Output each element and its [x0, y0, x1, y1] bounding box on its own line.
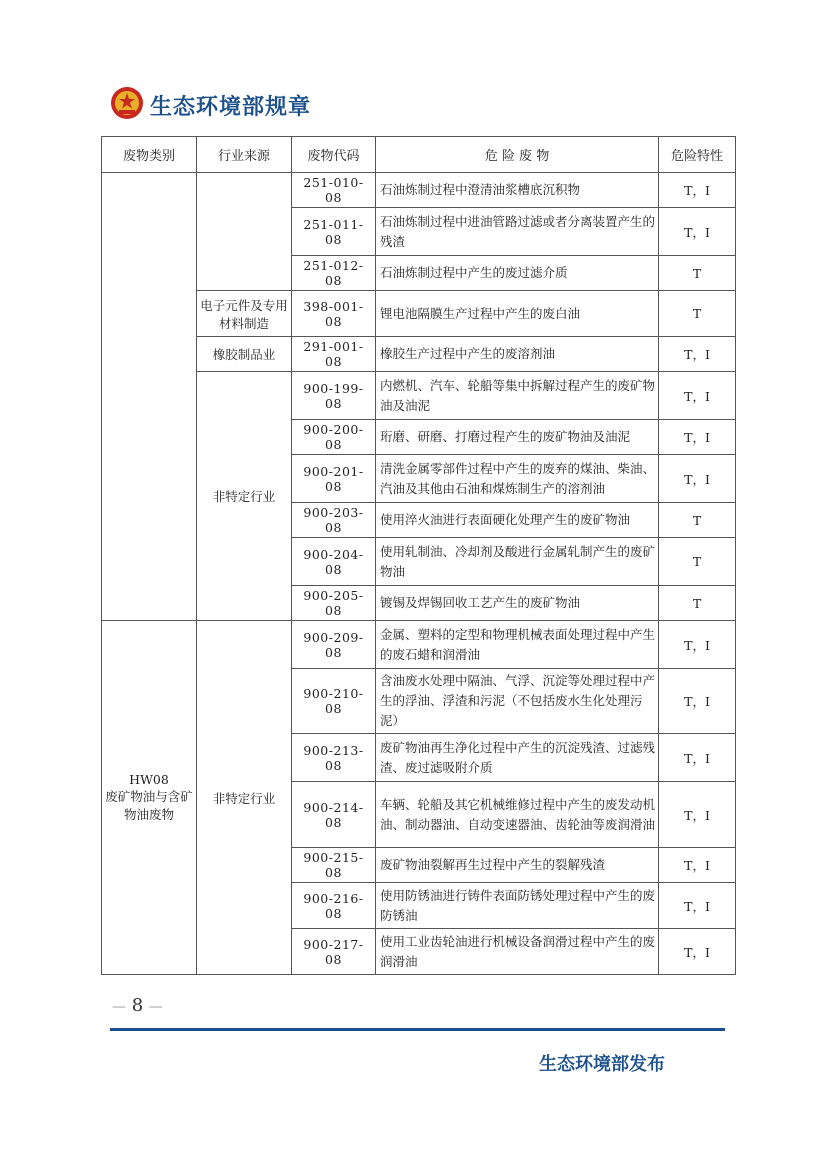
hazard-property: T，I — [659, 929, 736, 975]
category-code: HW08 — [129, 772, 169, 787]
hazardous-waste-table — [101, 136, 736, 975]
hazard-property: T，I — [659, 734, 736, 782]
waste-code: 291-001-08 — [292, 337, 376, 372]
waste-description: 车辆、轮船及其它机械维修过程中产生的废发动机油、制动器油、自动变速器油、齿轮油等废润滑油 — [376, 782, 659, 848]
page-number-value: 8 — [131, 995, 144, 1016]
col-header-industry: 行业来源 — [197, 137, 292, 173]
table-row — [102, 173, 736, 208]
col-header-code: 废物代码 — [292, 137, 376, 173]
waste-code: 900-214-08 — [292, 782, 376, 848]
page-number — [112, 995, 163, 1016]
table-row — [102, 337, 736, 372]
hazard-property: T，I — [659, 848, 736, 883]
national-emblem-icon — [110, 86, 144, 120]
hazard-property: T，I — [659, 621, 736, 669]
waste-code: 900-199-08 — [292, 372, 376, 420]
table-header-row — [102, 137, 736, 173]
page-header — [110, 86, 730, 126]
waste-description: 金属、塑料的定型和物理机械表面处理过程中产生的废石蜡和润滑油 — [376, 621, 659, 669]
header-title: 生态环境部规章 — [150, 95, 312, 120]
hazard-property: T，I — [659, 173, 736, 208]
waste-description: 含油废水处理中隔油、气浮、沉淀等处理过程中产生的浮油、浮渣和污泥（不包括废水生化处理污泥） — [376, 669, 659, 734]
waste-description: 使用工业齿轮油进行机械设备润滑过程中产生的废润滑油 — [376, 929, 659, 975]
waste-code: 900-203-08 — [292, 503, 376, 538]
waste-description: 石油炼制过程中澄清油浆槽底沉积物 — [376, 173, 659, 208]
hazard-property: T — [659, 256, 736, 291]
waste-category — [102, 621, 197, 975]
waste-description: 废矿物油裂解再生过程中产生的裂解残渣 — [376, 848, 659, 883]
hazard-property: T，I — [659, 420, 736, 455]
waste-code: 900-215-08 — [292, 848, 376, 883]
waste-code: 900-217-08 — [292, 929, 376, 975]
waste-description: 锂电池隔膜生产过程中产生的废白油 — [376, 291, 659, 337]
page-dash-right: — — [148, 999, 163, 1015]
waste-code: 900-201-08 — [292, 455, 376, 503]
waste-description: 使用防锈油进行铸件表面防锈处理过程中产生的废防锈油 — [376, 883, 659, 929]
col-header-waste: 危 险 废 物 — [376, 137, 659, 173]
waste-description: 石油炼制过程中产生的废过滤介质 — [376, 256, 659, 291]
waste-code: 900-213-08 — [292, 734, 376, 782]
hazard-property: T — [659, 291, 736, 337]
waste-description: 内燃机、汽车、轮船等集中拆解过程产生的废矿物油及油泥 — [376, 372, 659, 420]
page-dash-left: — — [112, 999, 126, 1015]
hazard-property: T，I — [659, 782, 736, 848]
table-row — [102, 291, 736, 337]
waste-description: 珩磨、研磨、打磨过程产生的废矿物油及油泥 — [376, 420, 659, 455]
industry-source: 非特定行业 — [197, 621, 292, 975]
col-header-hazard: 危险特性 — [659, 137, 736, 173]
waste-code: 900-205-08 — [292, 586, 376, 621]
waste-description: 使用淬火油进行表面硬化处理产生的废矿物油 — [376, 503, 659, 538]
hazard-property: T — [659, 503, 736, 538]
category-name: 废矿物油与含矿物油废物 — [105, 789, 193, 822]
hazard-property: T，I — [659, 372, 736, 420]
industry-cell-empty — [197, 173, 292, 291]
table-row — [102, 372, 736, 420]
hazard-property: T，I — [659, 455, 736, 503]
waste-description: 橡胶生产过程中产生的废溶剂油 — [376, 337, 659, 372]
waste-code: 251-012-08 — [292, 256, 376, 291]
hazard-property: T — [659, 538, 736, 586]
industry-source: 电子元件及专用材料制造 — [197, 291, 292, 337]
category-cell-empty — [102, 173, 197, 621]
hazard-property: T — [659, 586, 736, 621]
waste-code: 900-209-08 — [292, 621, 376, 669]
waste-description: 清洗金属零部件过程中产生的废弃的煤油、柴油、汽油及其他由石油和煤炼制生产的溶剂油 — [376, 455, 659, 503]
industry-source: 橡胶制品业 — [197, 337, 292, 372]
waste-code: 900-216-08 — [292, 883, 376, 929]
waste-code: 398-001-08 — [292, 291, 376, 337]
waste-description: 废矿物油再生净化过程中产生的沉淀残渣、过滤残渣、废过滤吸附介质 — [376, 734, 659, 782]
waste-code: 900-204-08 — [292, 538, 376, 586]
hazard-property: T，I — [659, 337, 736, 372]
table-row — [102, 621, 736, 669]
waste-code: 251-010-08 — [292, 173, 376, 208]
footer-divider — [110, 1028, 725, 1031]
hazard-property: T，I — [659, 208, 736, 256]
waste-code: 900-210-08 — [292, 669, 376, 734]
footer-publisher: 生态环境部发布 — [539, 1054, 665, 1075]
hazard-property: T，I — [659, 669, 736, 734]
col-header-category: 废物类别 — [102, 137, 197, 173]
waste-description: 镀锡及焊锡回收工艺产生的废矿物油 — [376, 586, 659, 621]
waste-description: 使用轧制油、冷却剂及酸进行金属轧制产生的废矿物油 — [376, 538, 659, 586]
industry-source: 非特定行业 — [197, 372, 292, 621]
hazard-property: T，I — [659, 883, 736, 929]
waste-description: 石油炼制过程中进油管路过滤或者分离装置产生的残渣 — [376, 208, 659, 256]
waste-code: 900-200-08 — [292, 420, 376, 455]
waste-code: 251-011-08 — [292, 208, 376, 256]
